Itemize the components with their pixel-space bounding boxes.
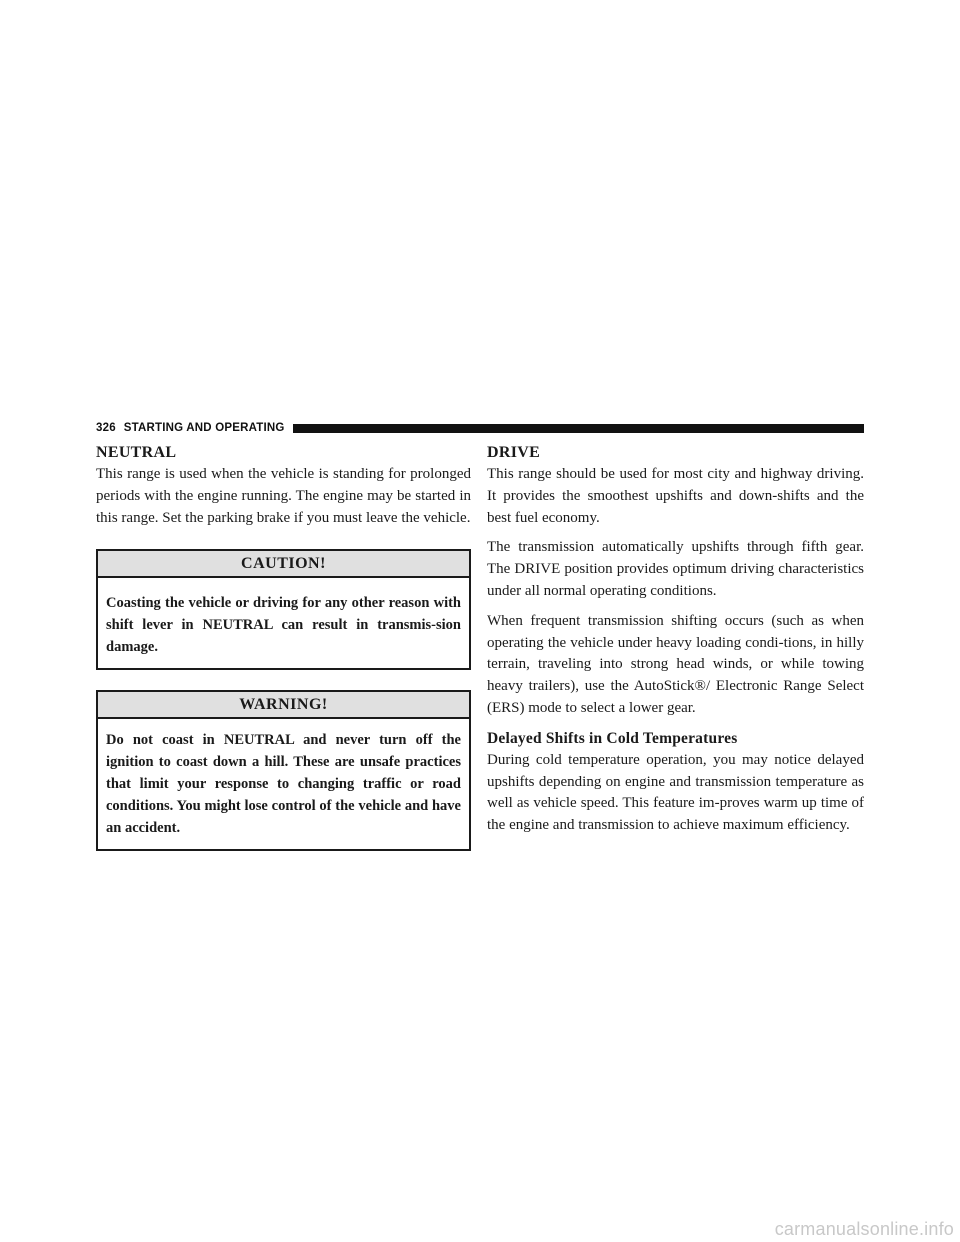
warning-text: Do not coast in NEUTRAL and never turn off the ignition to coast down a hill. These are unsafe practices that limit your response to changing traffic or road conditions. You might lose control of the vehicle and have an accident. <box>106 732 461 837</box>
warning-title: WARNING! <box>98 692 469 719</box>
header-rule <box>293 424 864 433</box>
section-title: STARTING AND OPERATING <box>123 422 285 434</box>
neutral-heading: NEUTRAL <box>96 444 177 461</box>
drive-paragraph-1: This range should be used for most city and highway driving. It provides the smoothest upshifts and down-shifts and the best fuel economy. <box>487 466 864 526</box>
neutral-paragraph: This range is used when the vehicle is standing for prolonged periods with the engine running. The engine may be started in this range. Set the parking brake if you must leave the vehicle. <box>96 466 471 526</box>
left-column <box>96 444 471 865</box>
drive-heading: DRIVE <box>487 444 541 461</box>
caution-title: CAUTION! <box>98 551 469 578</box>
page-header <box>96 418 864 438</box>
cold-temperature-heading: Delayed Shifts in Cold Temperatures <box>487 729 738 747</box>
right-column <box>487 444 864 845</box>
watermark: carmanualsonline.info <box>774 1219 954 1239</box>
drive-paragraph-2: The transmission automatically upshifts through fifth gear. The DRIVE position provides optimum driving characteristics under all normal operating conditions. <box>487 539 864 599</box>
caution-box <box>96 549 471 670</box>
page-number: 326 <box>96 422 116 434</box>
cold-temperature-paragraph: During cold temperature operation, you may notice delayed upshifts depending on engine and transmission temperature as well as vehicle speed. This feature im-proves warm up time of the engine and transmission to achieve maximum efficiency. <box>487 751 864 834</box>
caution-text: Coasting the vehicle or driving for any other reason with shift lever in NEUTRAL can result in transmis-sion damage. <box>106 595 461 656</box>
drive-paragraph-3: When frequent transmission shifting occurs (such as when operating the vehicle under heavy loading condi-tions, in hilly terrain, traveling into strong head winds, or while towing heavy trailers), use the AutoStick®/ Electronic Range Select (ERS) mode to select a lower gear. <box>487 612 864 716</box>
warning-box <box>96 690 471 851</box>
